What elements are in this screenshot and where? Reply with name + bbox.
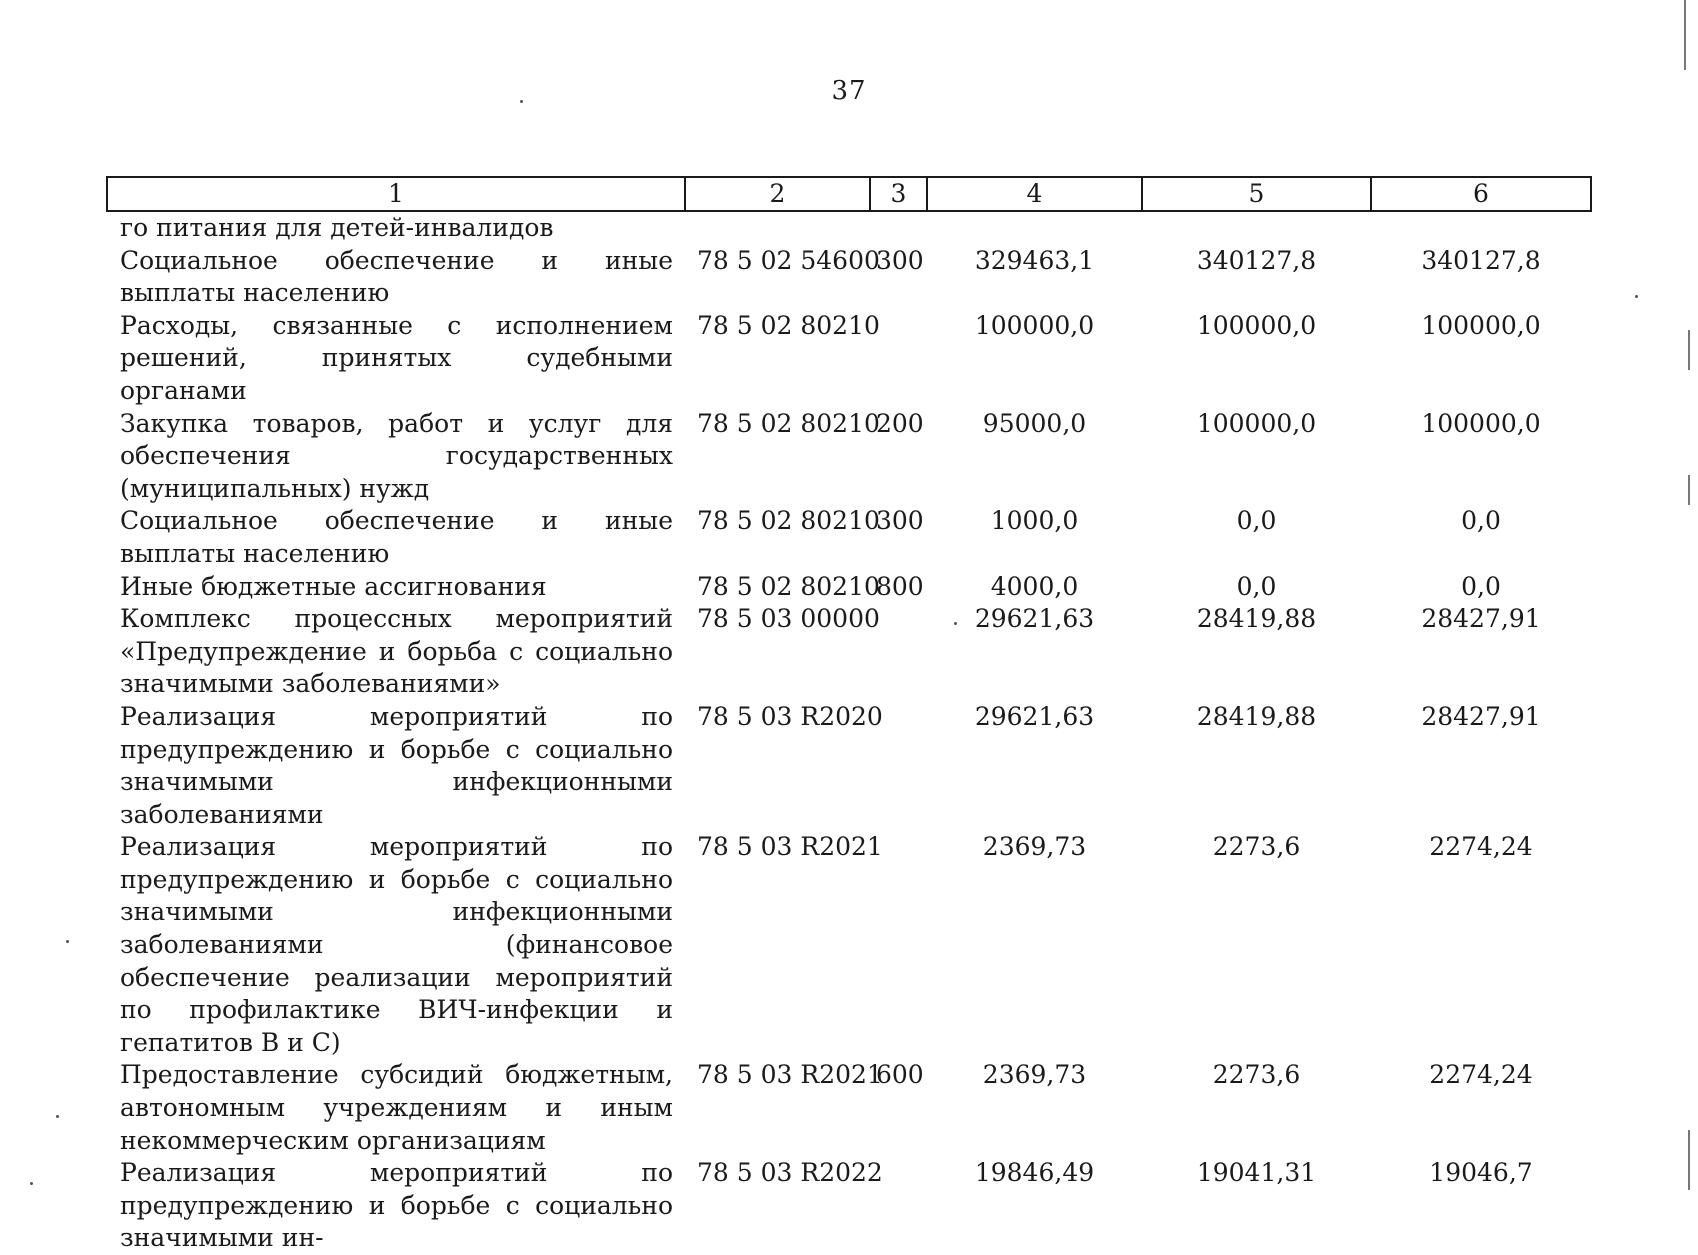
row-value-3: 28427,91 [1421,604,1541,634]
row-name: Комплекс процессных мероприятий «Предупреждение и борьба с социально значимыми заболеваниями» [120,604,673,699]
table-row [107,245,1591,310]
row-vr: 300 [876,245,924,275]
table-row [107,1157,1591,1255]
row-value-2: 100000,0 [1196,408,1317,438]
row-value-3: 100000,0 [1421,408,1541,438]
scan-edge-mark [1684,0,1686,70]
header-col-1: 1 [107,177,685,211]
row-code: 78 5 02 80210 [697,571,880,601]
row-value-3: 340127,8 [1421,245,1541,275]
row-name: Реализация мероприятий по предупреждению и борьбе с социально значимыми ин- [120,1158,673,1253]
row-value-2: 340127,8 [1196,245,1317,275]
header-col-2: 2 [685,177,870,211]
row-value-1: 4000,0 [990,571,1079,601]
table-row [107,310,1591,408]
row-value-2: 100000,0 [1196,310,1317,340]
row-value-3: 19046,7 [1429,1158,1533,1188]
row-value-2: 0,0 [1236,571,1277,601]
row-code: 78 5 03 R2021 [697,1060,883,1090]
table-row [107,571,1591,604]
row-value-3: 28427,91 [1421,701,1541,731]
row-value-3: 100000,0 [1421,310,1541,340]
row-name: Социальное обеспечение и иные выплаты населению [120,245,673,308]
row-code: 78 5 02 54600 [697,245,880,275]
table-row [107,831,1591,1059]
row-name: Реализация мероприятий по предупреждению и борьбе с социально значимыми инфекционными заболеваниями [120,701,673,829]
row-vr: 600 [876,1060,924,1090]
row-name: Реализация мероприятий по предупреждению и борьбе с социально значимыми инфекционными заболеваниями (финансовое обеспечение реализации мероприятий по профилактике ВИЧ-инфекции и гепатитов В и С) [120,832,673,1057]
scan-speck [1635,295,1638,298]
row-value-3 [1371,211,1591,245]
row-vr: 300 [876,506,924,536]
row-vr [870,831,927,1059]
row-value-1: 2369,73 [982,832,1087,862]
row-value-2 [1142,211,1371,245]
row-code [685,211,870,245]
row-value-1: 329463,1 [974,245,1095,275]
header-col-5: 5 [1142,177,1371,211]
row-value-2: 28419,88 [1196,604,1317,634]
row-name: Иные бюджетные ассигнования [120,571,547,601]
row-value-3: 0,0 [1461,506,1501,536]
table-row [107,603,1591,701]
row-name: Предоставление субсидий бюджетным, автономным учреждениям и иным некоммерческим организациям [120,1060,673,1155]
row-name: Расходы, связанные с исполнением решений, принятых судебными органами [120,310,673,405]
scan-speck [30,1182,33,1185]
scan-edge-mark [1688,330,1690,370]
table-body [107,211,1591,1255]
scan-speck [954,622,957,625]
row-code: 78 5 03 R2020 [697,701,883,731]
table-row [107,1059,1591,1157]
row-code: 78 5 03 R2022 [697,1158,883,1188]
row-vr: 800 [876,571,924,601]
table-row [107,408,1591,506]
page-number: 37 [831,76,867,106]
header-col-3: 3 [870,177,927,211]
row-code: 78 5 02 80210 [697,506,880,536]
row-value-1: 19846,49 [974,1158,1095,1188]
table-row [107,211,1591,245]
row-code: 78 5 02 80210 [697,408,880,438]
table-header [107,177,1591,211]
row-value-2: 19041,31 [1196,1158,1317,1188]
row-value-2: 2273,6 [1212,1060,1301,1090]
table-row [107,505,1591,570]
row-value-1 [927,211,1142,245]
row-name: Социальное обеспечение и иные выплаты населению [120,506,673,568]
scan-edge-mark [1688,1130,1690,1190]
row-value-3: 2274,24 [1429,832,1533,862]
row-code: 78 5 03 R2021 [697,832,883,862]
row-value-1: 29621,63 [974,604,1095,634]
row-value-2: 0,0 [1236,506,1277,536]
row-value-1: 29621,63 [974,701,1095,731]
row-code: 78 5 02 80210 [697,310,880,340]
scan-speck [56,1115,59,1118]
row-value-1: 100000,0 [974,310,1095,340]
row-name: го питания для детей-инвалидов [120,213,554,242]
row-value-1: 95000,0 [982,408,1087,438]
row-value-3: 0,0 [1461,571,1501,601]
scan-edge-mark [1688,475,1690,505]
row-name: Закупка товаров, работ и услуг для обеспечения государственных (муниципальных) нужд [120,408,673,503]
budget-table [106,176,1592,1255]
row-value-2: 2273,6 [1212,832,1301,862]
row-vr [870,211,927,245]
scan-speck [520,100,523,103]
table-row [107,701,1591,831]
header-col-6: 6 [1371,177,1591,211]
row-value-1: 2369,73 [982,1060,1087,1090]
row-vr: 200 [876,408,924,438]
scan-speck [66,940,69,943]
header-col-4: 4 [927,177,1142,211]
row-value-3: 2274,24 [1429,1060,1533,1090]
row-value-2: 28419,88 [1196,701,1317,731]
header-row [107,177,1591,211]
row-value-1: 1000,0 [990,506,1079,536]
row-code: 78 5 03 00000 [697,604,880,634]
